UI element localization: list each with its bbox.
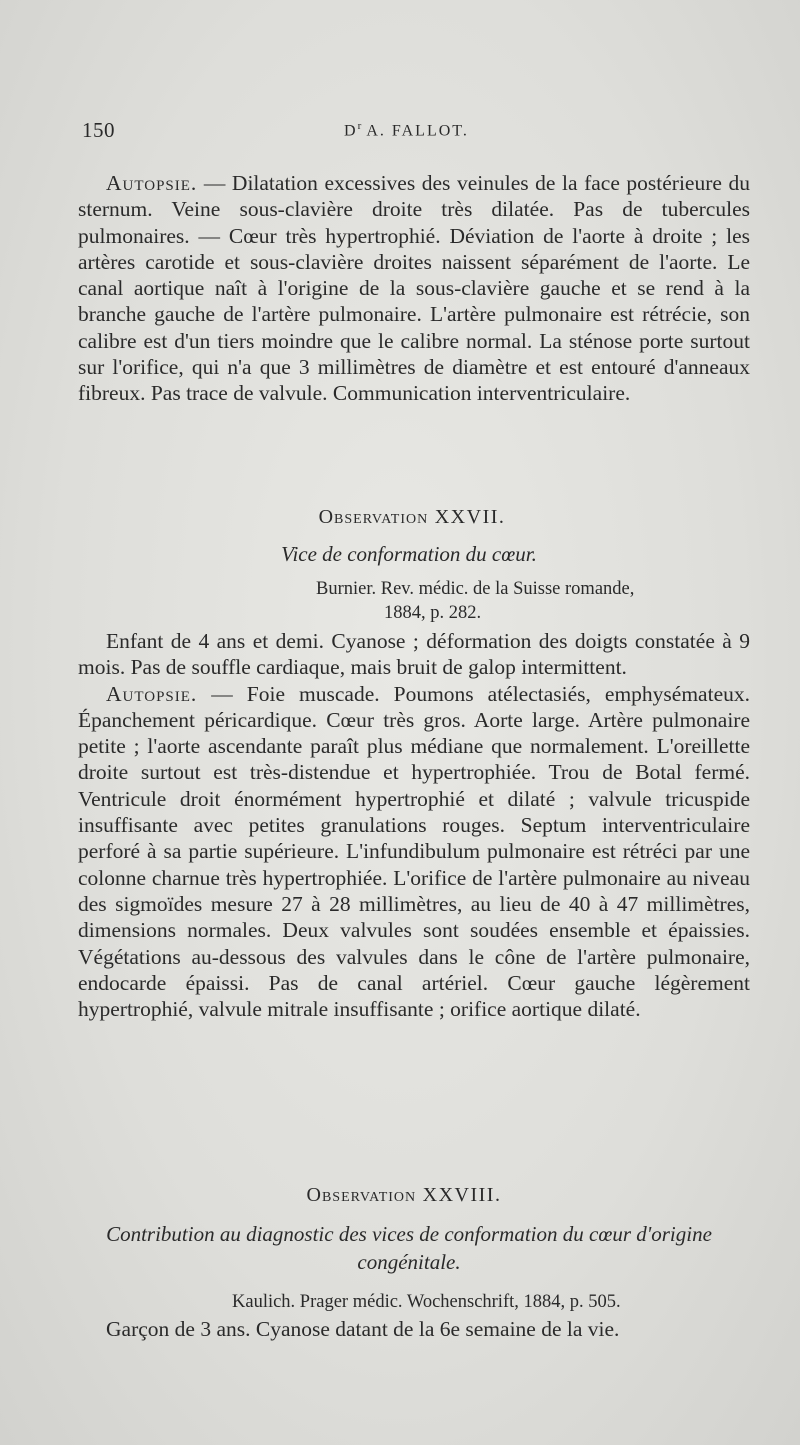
- observation-number: XXVIII.: [422, 1184, 502, 1206]
- observation-number: XXVII.: [434, 506, 506, 528]
- observation-28-source: Kaulich. Prager médic. Wochenschrift, 1884, p. 505.: [232, 1292, 621, 1312]
- observation-28-heading: [4, 1184, 800, 1207]
- page-number: 150: [82, 118, 115, 142]
- obs28-case-paragraph: Garçon de 3 ans. Cyanose datant de la 6e semaine de la vie.: [106, 1317, 620, 1341]
- obs27-body: [78, 628, 750, 1022]
- source-line-2: 1884, p. 282.: [384, 603, 482, 623]
- running-head: [344, 120, 469, 140]
- observation-28-subtitle: Contribution au diagnostic des vices de conformation du cœur d'origine congénitale.: [106, 1222, 712, 1274]
- observation-label: Observation: [306, 1184, 417, 1206]
- obs26-autopsy-paragraph: [78, 170, 750, 407]
- autopsy-text: — Dilatation excessives des veinules de la face postérieure du sternum. Veine sous-clavière droite très dilatée. Pas de tubercules pulmonaires. — Cœur très hypertrophié. Déviation de l'aorte à droite ; les artères carotide et sous-clavière droites naissent séparément de l'aorte. Le canal aortique naît à l'origine de la sous-clavière gauche et se rend à la branche gauche de l'artère pulmonaire. L'artère pulmonaire est rétrécie, son calibre est d'un tiers moindre que le calibre normal. La sténose porte surtout sur l'orifice, qui n'a que 3 millimètres de diamètre et est entouré d'anneaux fibreux. Pas trace de valvule. Communication interventriculaire.: [78, 171, 750, 406]
- author-suffix: r: [357, 120, 362, 132]
- source-line-1: Burnier. Rev. médic. de la Suisse romande,: [316, 579, 635, 599]
- observation-27-subtitle: Vice de conformation du cœur.: [281, 542, 537, 566]
- author-name: A. FALLOT.: [366, 122, 469, 140]
- observation-27-source: [316, 577, 736, 625]
- observation-27-heading: [12, 506, 800, 529]
- obs28-body: [78, 1316, 750, 1342]
- autopsy-label: Autopsie.: [106, 171, 198, 195]
- obs26-autopsy-block: [78, 170, 750, 407]
- page-header: [82, 118, 722, 148]
- observation-label: Observation: [318, 506, 429, 528]
- autopsy-text: — Foie muscade. Poumons atélectasiés, emphysémateux. Épanchement péricardique. Cœur très gros. Aorte large. Artère pulmonaire petite ; l'aorte ascendante paraît plus médiane que normalement. L'oreillette droite surtout est très-distendue et hypertrophiée. Trou de Botal fermé. Ventricule droit énormément hypertrophié et dilaté ; valvule tricuspide insuffisante avec petites granulations rouges. Septum interventriculaire perforé à sa partie supérieure. L'infundibulum pulmonaire est rétréci par une colonne charnue très hypertrophiée. L'orifice de l'artère pulmonaire au niveau des sigmoïdes mesure 27 à 28 millimètres, au lieu de 40 à 47 millimètres, dimensions normales. Deux valvules sont soudées ensemble et épaissies. Végétations au-dessous des valvules dans le cône de l'artère pulmonaire, endocarde épaissi. Pas de canal artériel. Cœur gauche légèrement hypertrophié, valvule mitrale insuffisante ; orifice aortique dilaté.: [78, 681, 750, 1022]
- obs27-case-paragraph: Enfant de 4 ans et demi. Cyanose ; déformation des doigts constatée à 9 mois. Pas de souffle cardiaque, mais bruit de galop intermittent.: [78, 629, 750, 680]
- obs27-autopsy-paragraph: [78, 681, 750, 1023]
- author-prefix: D: [344, 122, 358, 140]
- autopsy-label: Autopsie.: [106, 681, 198, 706]
